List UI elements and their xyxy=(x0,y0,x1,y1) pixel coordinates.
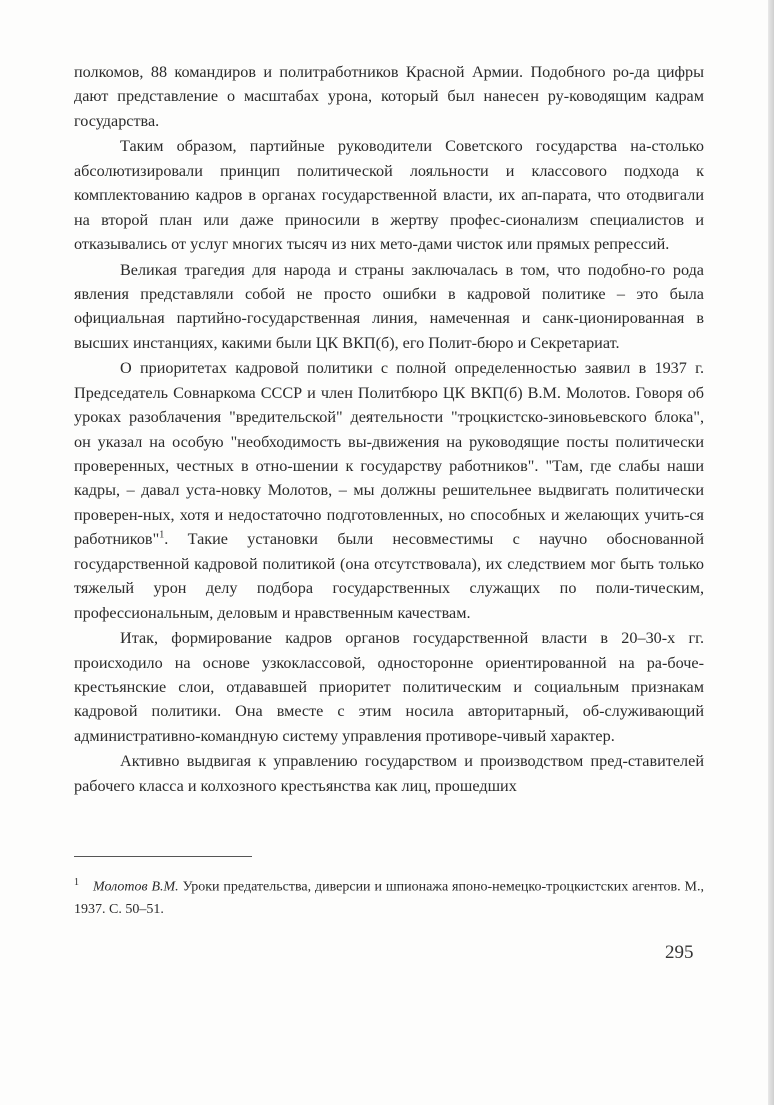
main-text xyxy=(74,60,704,799)
paragraph-4-text: О приоритетах кадровой политики с полной определенностью заявил в 1937 г. Председатель Совнаркома СССР и член Политбюро ЦК ВКП(б) В.М. Молотов. Говоря об уроках разоблачения "вредительской" деятельности "троцкистско-зиновьевского блока", он указал на особую "необходимость вы-движения на руководящие посты политически проверенных, честных в отно-шении к государству работников". "Там, где слабы наши кадры, – давал уста-новку Молотов, – мы должны решительнее выдвигать политически проверен-ных, хотя и недостаточно подготовленных, но способных и желающих учить-ся работников" xyxy=(74,359,704,549)
paragraph-5: Итак, формирование кадров органов государственной власти в 20–30-х гг. происходило на основе узкоклассовой, односторонне ориентированной на ра-боче-крестьянские слои, отдававшей приоритет политическим и социальным признакам кадровой политики. Она вместе с этим носила авторитарный, об-служивающий административно-командную систему управления противоре-чивый характер. xyxy=(74,629,704,745)
paragraph-1: полкомов, 88 командиров и политработников Красной Армии. Подобного ро-да цифры дают представление о масштабах урона, который был нанесен ру-ководящим кадрам государства. xyxy=(74,63,704,130)
paragraph-4 xyxy=(74,356,704,624)
footnote-divider xyxy=(74,856,252,857)
paragraph-4-continuation: . Такие установки были несовместимы с научно обоснованной государственной кадровой политикой (она отсутствовала), их следствием мог быть только тяжелый урон делу подбора государственных служащих по поли-тическим, профессиональным, деловым и нравственным качествам. xyxy=(74,530,704,622)
paragraph-6: Активно выдвигая к управлению государством и производством пред-ставителей рабочего класса и колхозного крестьянства как лиц, прошедших xyxy=(74,752,704,795)
page-edge-shadow xyxy=(768,0,774,1105)
footnote-author: Молотов В.М. xyxy=(93,879,179,895)
footnote-text: Уроки предательства, диверсии и шпионажа японо-немецко-троцкистских агентов. М., 1937. С. 50–51. xyxy=(74,879,705,917)
footnote-reference[interactable]: 1 xyxy=(159,529,165,541)
page-number: 295 xyxy=(665,942,694,963)
paragraph-3: Великая трагедия для народа и страны заключалась в том, что подобно-го рода явления представляли собой не просто ошибки в кадровой политике – это была официальная партийно-государственная линия, намеченная и санк-ционированная в высших инстанциях, какими были ЦК ВКП(б), его Полит-бюро и Секретариат. xyxy=(74,260,704,352)
paragraph-2: Таким образом, партийные руководители Советского государства на-столько абсолютизировали принцип политической лояльности и классового подхода к комплектованию кадров в органах государственной власти, их ап-парата, что отодвигали на второй план или даже приносили в жертву профес-сионализм специалистов и отказывались от услуг многих тысяч из них мето-дами чисток или прямых репрессий. xyxy=(74,137,704,254)
footnote xyxy=(74,872,704,921)
footnote-mark: 1 xyxy=(74,877,79,888)
